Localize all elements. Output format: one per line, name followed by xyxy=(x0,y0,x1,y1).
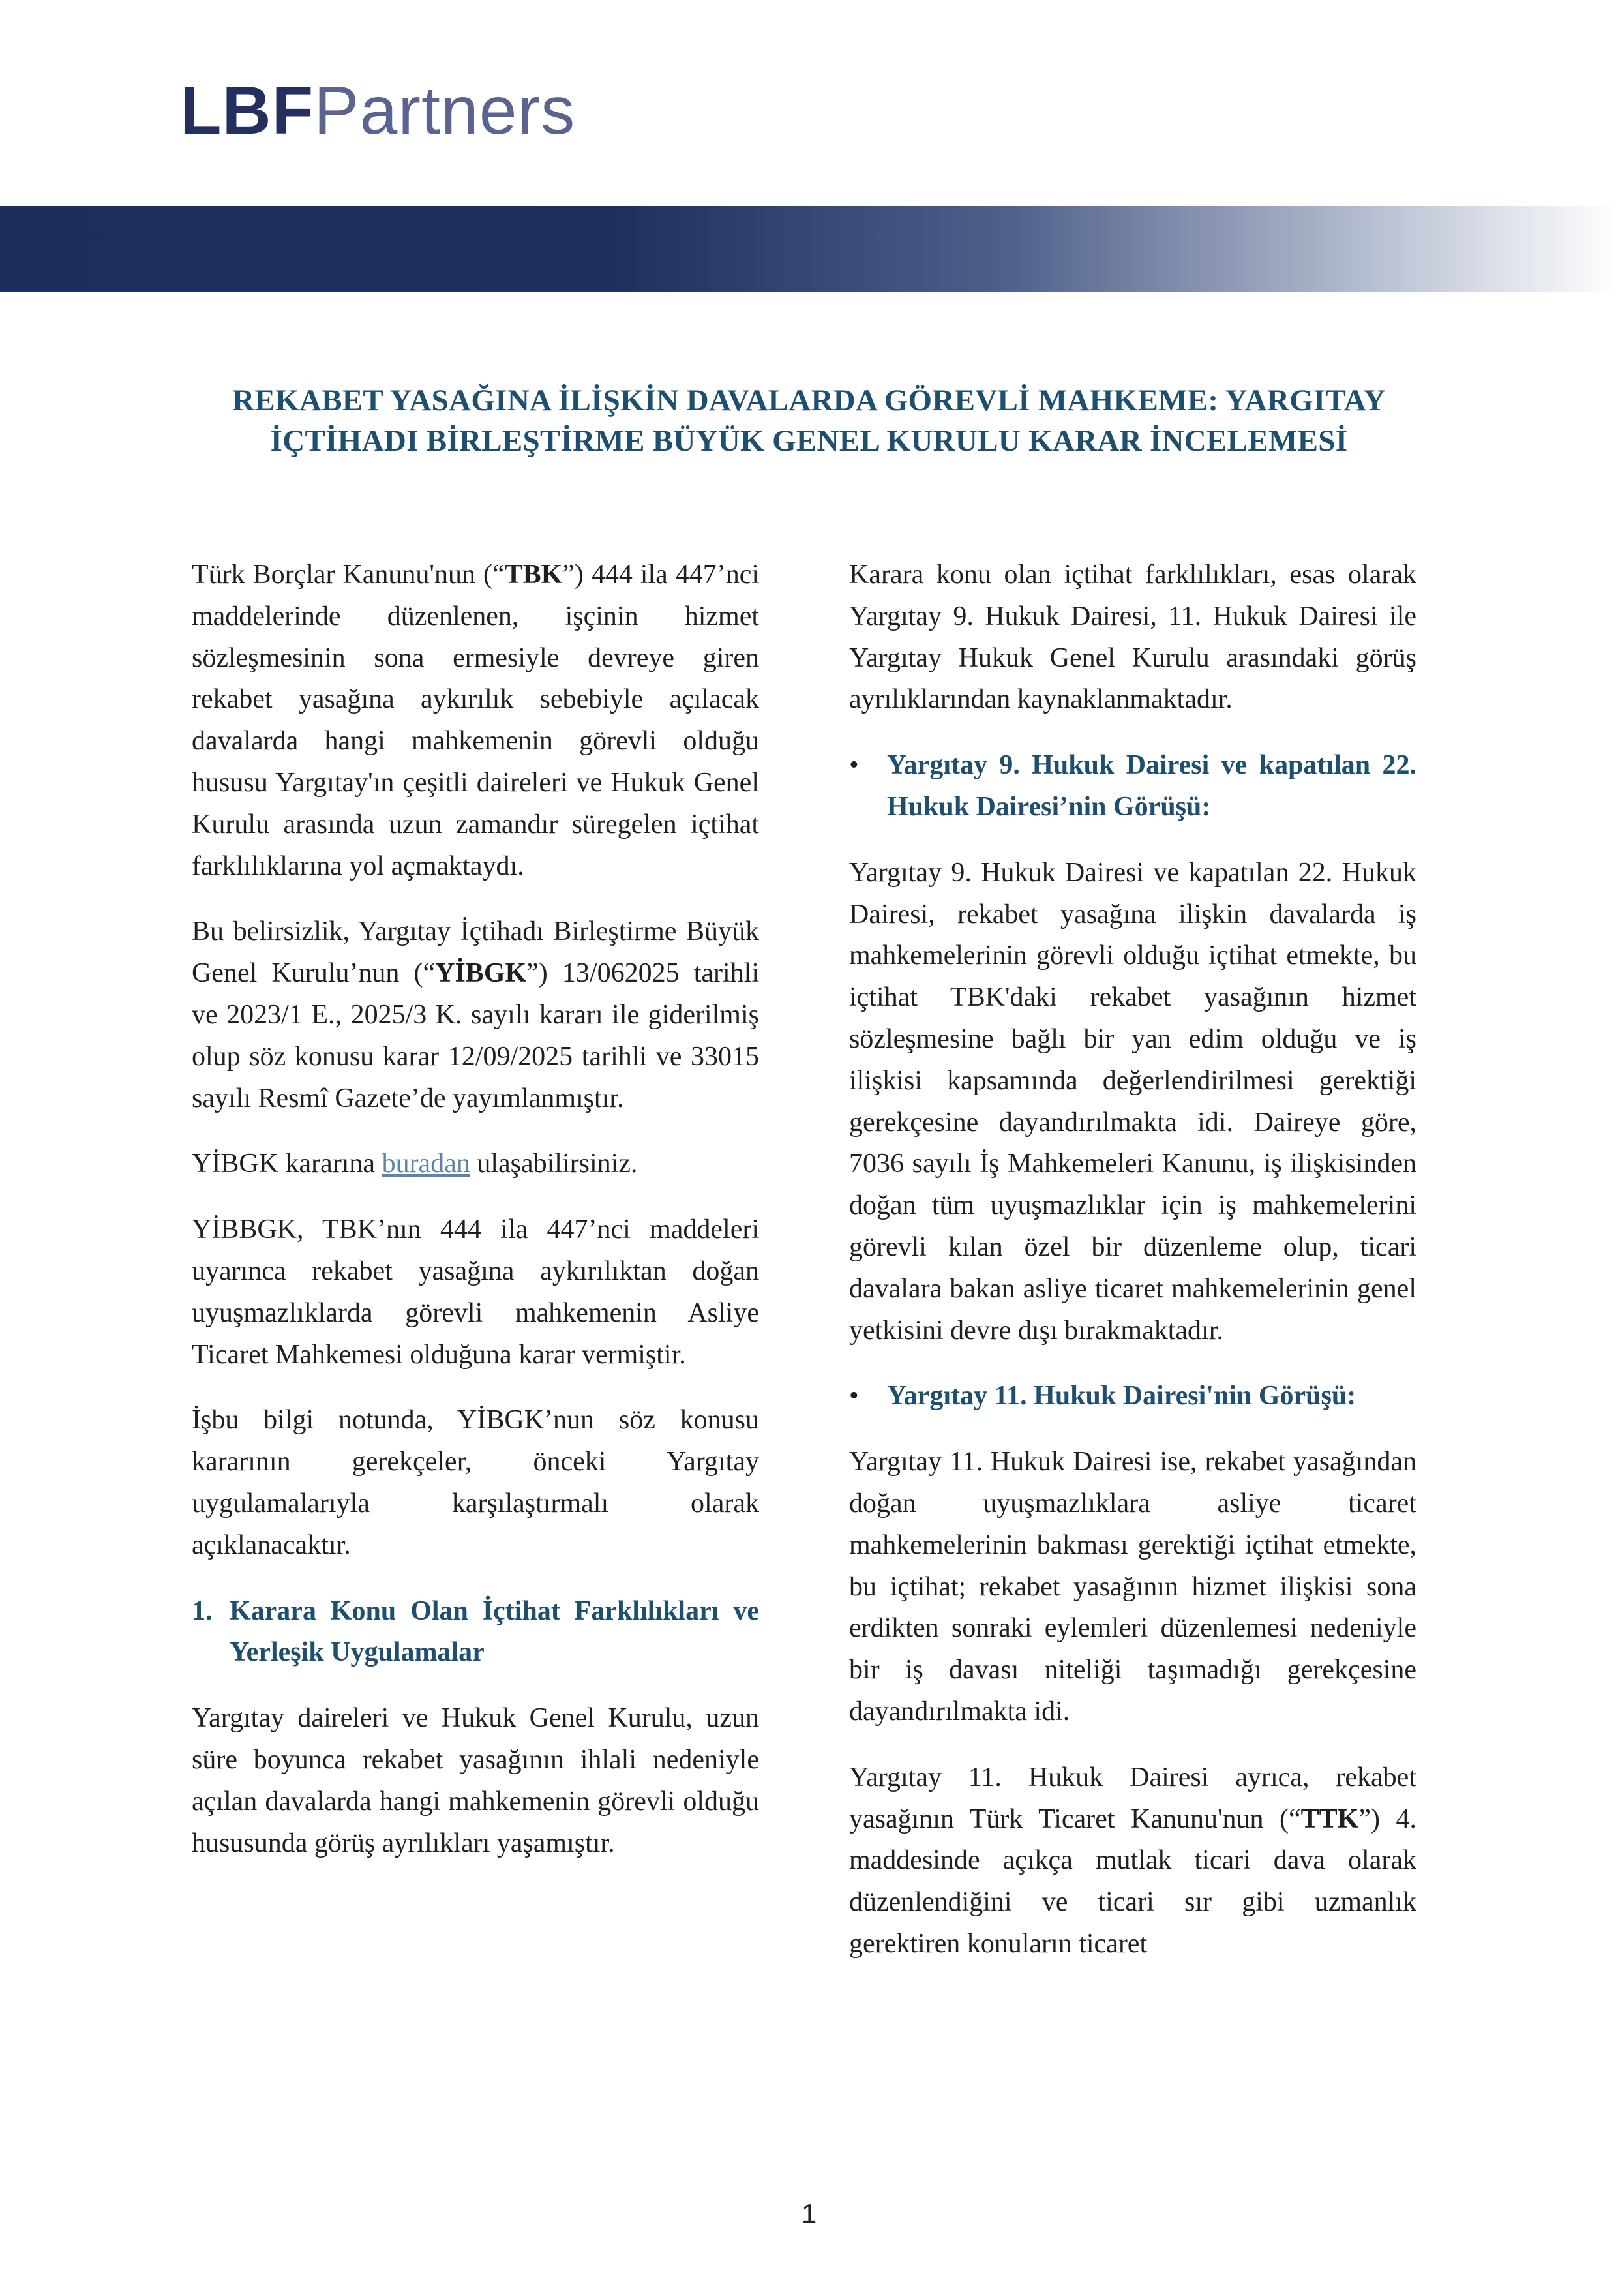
document-title xyxy=(170,380,1448,461)
paragraph-ruling: YİBBGK, TBK’nın 444 ila 447’nci maddeleri uyarınca rekabet yasağına aykırılıktan doğan uyuşmazlıklarda görevli mahkemenin Asliye Ticaret Mahkemesi olduğuna karar vermiştir. xyxy=(192,1215,759,1370)
section-heading-1 xyxy=(192,1591,759,1674)
right-column xyxy=(849,554,1416,1989)
bullet-heading-9th-chamber xyxy=(849,745,1416,828)
page-number: 1 xyxy=(801,2198,817,2229)
section-heading-text: Karara Konu Olan İçtihat Farklılıkları ve Yerleşik Uygulamalar xyxy=(230,1595,759,1668)
paragraph-sources: Karara konu olan içtihat farklılıkları, esas olarak Yargıtay 9. Hukuk Dairesi, 11. Hukuk Dairesi ile Yargıtay Hukuk Genel Kurulu arasındaki görüş ayrılıklarından kaynaklanmaktadır. xyxy=(849,560,1416,715)
paragraph-11th-chamber: Yargıtay 11. Hukuk Dairesi ise, rekabet yasağından doğan uyuşmazlıklara asliye ticaret mahkemelerinin bakması gerektiği içtihat etmekte, bu içtihat; rekabet yasağının hizmet ilişkisi sona erdikten sonraki eylemleri düzenlemesi nedeniyle bir iş davası niteliği taşımadığı gerekçesine dayandırılmakta idi. xyxy=(849,1447,1416,1727)
document-title-line-1: REKABET YASAĞINA İLİŞKİN DAVALARDA GÖREVLİ MAHKEME: YARGITAY xyxy=(232,384,1386,417)
bullet-icon: • xyxy=(849,1381,859,1412)
defined-term-yibgk: YİBGK xyxy=(435,958,527,989)
bullet-heading-text: Yargıtay 9. Hukuk Dairesi ve kapatılan 22. Hukuk Dairesi’nin Görüşü: xyxy=(887,750,1416,822)
text-run: ”) 444 ila 447’nci maddelerinde düzenlenen, işçinin hizmet sözleşmesinin sona ermesiyle devreye giren rekabet yasağına aykırılık sebebiyle açılacak davalarda hangi mahkemenin görevli olduğu hususu Yargıtay'ın çeşitli daireleri ve Hukuk Genel Kurulu arasında uzun zamandır süregelen içtihat farklılıklarına yol açmaktaydı. xyxy=(192,560,760,881)
section-number: 1. xyxy=(192,1595,213,1626)
logo-part-lbf: LBF xyxy=(180,73,314,149)
decision-link[interactable]: buradan xyxy=(382,1149,470,1179)
paragraph-intro xyxy=(192,554,759,887)
paragraph-decision xyxy=(192,911,759,1119)
text-run: ”) 4. maddesinde açıkça mutlak ticari dava olarak düzenlendiğini ve ticari sır gibi uzmanlık gerektiren konuların ticaret xyxy=(849,1804,1416,1959)
defined-term-tbk: TBK xyxy=(504,560,563,590)
paragraph-9th-chamber: Yargıtay 9. Hukuk Dairesi ve kapatılan 22. Hukuk Dairesi, rekabet yasağına ilişkin davalarda iş mahkemelerinin görevli olduğu içtihat etmekte, bu içtihat TBK'daki rekabet yasağının hizmet sözleşmesine bağlı bir yan edim olduğu ve iş ilişkisi kapsamında değerlendirilmesi gerektiği gerekçesine dayandırılmakta idi. Daireye göre, 7036 sayılı İş Mahkemeleri Kanunu, iş ilişkisinden doğan tüm uyuşmazlıklar için iş mahkemelerini görevli kılan özel bir düzenleme olup, ticari davalara bakan asliye ticaret mahkemelerinin genel yetkisini devre dışı bırakmaktadır. xyxy=(849,857,1416,1346)
bullet-heading-text: Yargıtay 11. Hukuk Dairesi'nin Görüşü: xyxy=(887,1381,1356,1412)
bullet-heading-11th-chamber xyxy=(849,1376,1416,1417)
text-run: YİBGK kararına xyxy=(192,1149,382,1179)
text-run: Bu belirsizlik, Yargıtay İçtihadı Birleştirme Büyük Genel Kurulu’nun (“ xyxy=(192,916,759,989)
bullet-icon: • xyxy=(849,750,859,781)
paragraph-scope: İşbu bilgi notunda, YİBGK’nun söz konusu kararının gerekçeler, önceki Yargıtay uygulamalarıyla karşılaştırmalı olarak açıklanacaktır. xyxy=(192,1405,759,1560)
paragraph-link xyxy=(192,1143,759,1185)
logo-part-partners: Partners xyxy=(314,73,576,149)
company-logo xyxy=(180,73,576,149)
paragraph-ttk xyxy=(849,1757,1416,1965)
left-column xyxy=(192,554,759,1888)
text-run: ulaşabilirsiniz. xyxy=(470,1149,638,1179)
text-run: Türk Borçlar Kanunu'nun (“ xyxy=(192,560,505,590)
text-run: ”) 13/062025 tarihli ve 2023/1 E., 2025/3 K. sayılı kararı ile giderilmiş olup söz konusu karar 12/09/2025 tarihli ve 33015 sayılı Resmî Gazete’de yayımlanmıştır. xyxy=(192,958,759,1113)
defined-term-ttk: TTK xyxy=(1300,1804,1359,1834)
document-title-line-2: İÇTİHADI BİRLEŞTİRME BÜYÜK GENEL KURULU KARAR İNCELEMESİ xyxy=(270,424,1348,458)
header-banner xyxy=(0,206,1618,292)
paragraph-divergence: Yargıtay daireleri ve Hukuk Genel Kurulu, uzun süre boyunca rekabet yasağının ihlali nedeniyle açılan davalarda hangi mahkemenin görevli olduğu hususunda görüş ayrılıkları yaşamıştır. xyxy=(192,1703,759,1858)
text-run: Yargıtay 11. Hukuk Dairesi ayrıca, rekabet yasağının Türk Ticaret Kanunu'nun (“ xyxy=(849,1762,1416,1834)
